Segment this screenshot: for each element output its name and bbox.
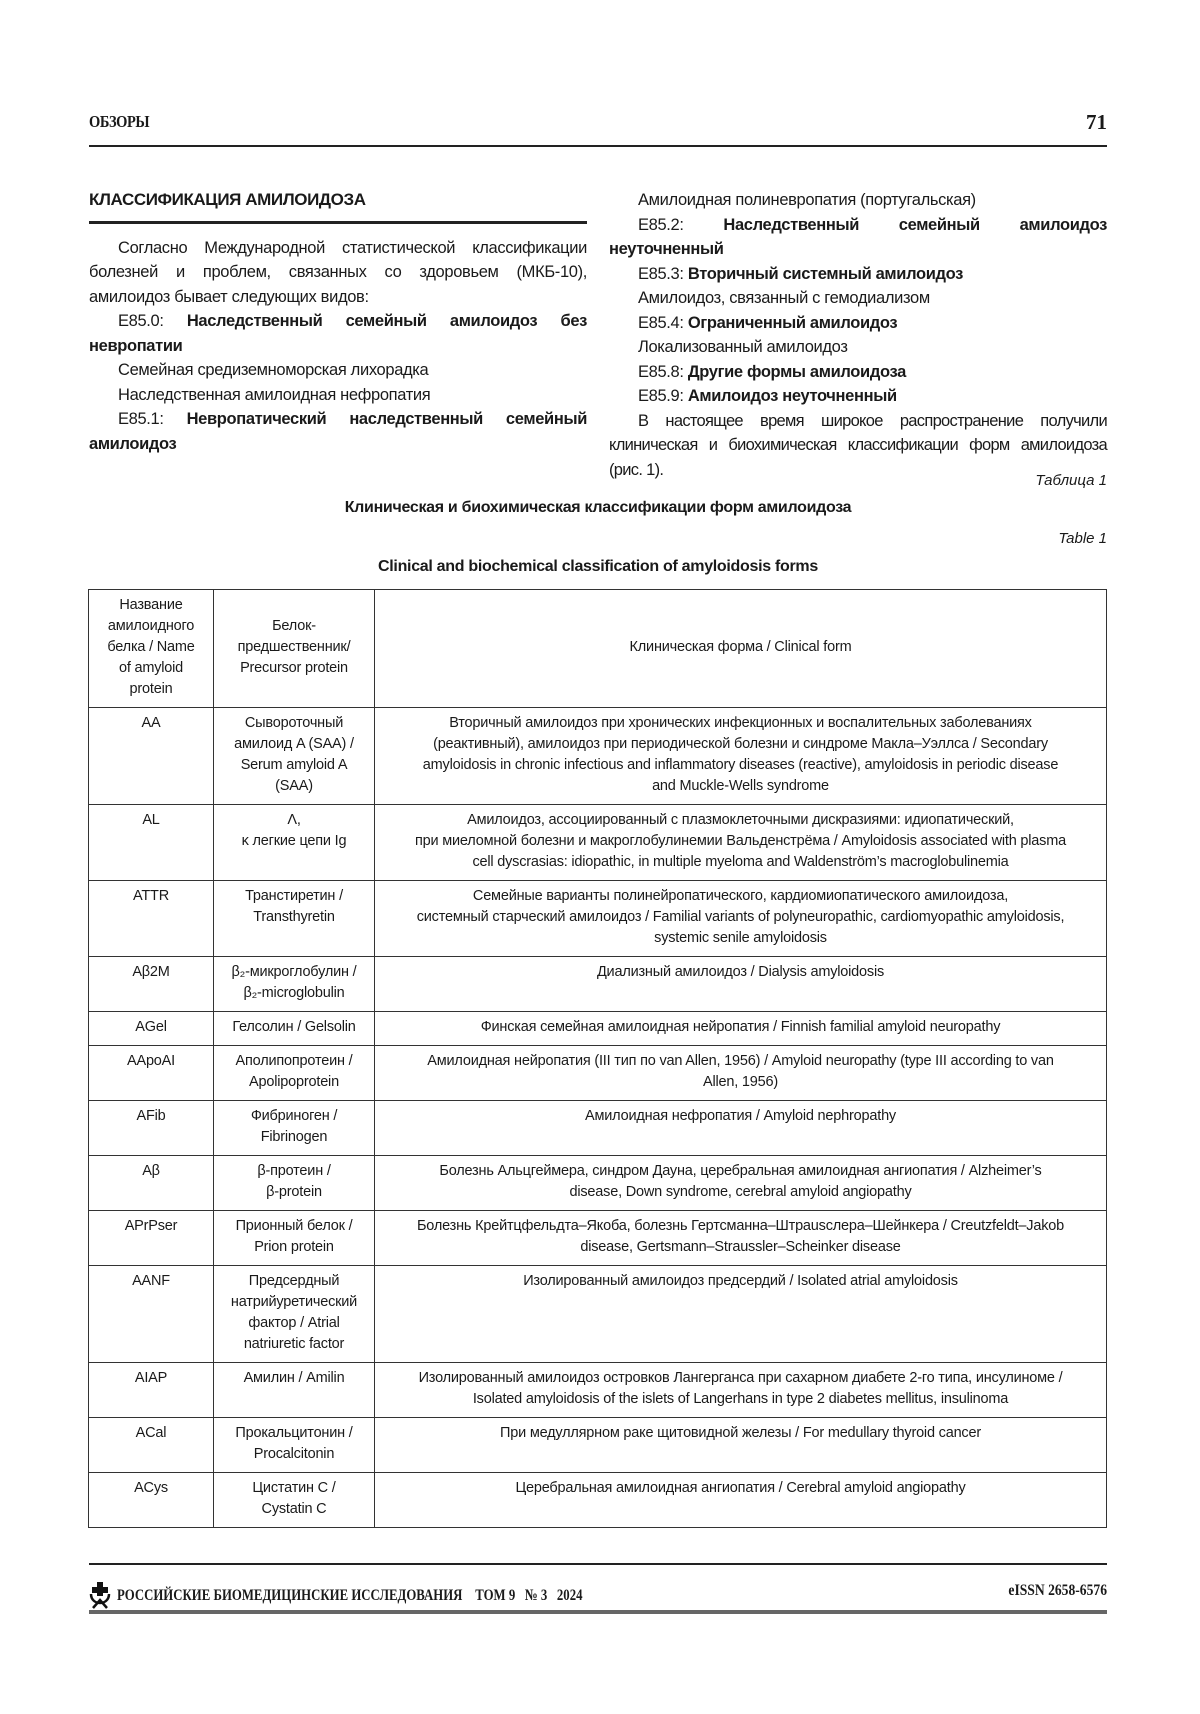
footer-top-rule xyxy=(89,1563,1107,1565)
protein-name-cell: Aβ2M xyxy=(89,957,214,1012)
section-title-rule xyxy=(89,221,587,224)
icd-code: E85.0: xyxy=(118,312,164,330)
precursor-cell: Фибриноген / Fibrinogen xyxy=(214,1101,375,1156)
header-precursor: Белок- предшественник/ Precursor protein xyxy=(214,590,375,708)
list-item: Локализованный амилоидоз xyxy=(609,335,1107,360)
list-item-e851 xyxy=(89,407,587,456)
year: 2024 xyxy=(557,1587,583,1604)
icd-name: Невропатический наследственный семейный амилоидоз xyxy=(89,410,587,453)
protein-name-cell: AFib xyxy=(89,1101,214,1156)
clinical-form-cell: При медуллярном раке щитовидной железы / For medullary thyroid cancer xyxy=(375,1418,1107,1473)
icd-code: E85.3: xyxy=(638,265,684,283)
protein-name-cell: Aβ xyxy=(89,1156,214,1211)
running-head-section: ОБЗОРЫ xyxy=(89,112,149,132)
table-row xyxy=(89,1156,1107,1211)
table-row xyxy=(89,708,1107,805)
table-row xyxy=(89,1101,1107,1156)
closing-paragraph: В настоящее время широкое распространение получили клиническая и биохимическая классификации форм амилоидоза (рис. 1). xyxy=(609,409,1107,483)
table-row xyxy=(89,1211,1107,1266)
list-item-e853 xyxy=(609,262,1107,287)
clinical-form-cell: Церебральная амилоидная ангиопатия / Cerebral amyloid angiopathy xyxy=(375,1473,1107,1528)
table-row xyxy=(89,1473,1107,1528)
protein-name-cell: ATTR xyxy=(89,881,214,957)
protein-name-cell: APrPser xyxy=(89,1211,214,1266)
header-protein-name: Название амилоидного белка / Name of amyloid protein xyxy=(89,590,214,708)
clinical-form-cell: Болезнь Крейтцфельдта–Якоба, болезнь Гертсманна–Штрausслера–Шейнкера / Creutzfeldt–Jakob disease, Gertsmann–Straussler–Scheinker disease xyxy=(375,1211,1107,1266)
intro-paragraph: Согласно Международной статистической классификации болезней и проблем, связанных со здоровьем (МКБ-10), амилоидоз бывает следующих видов: xyxy=(89,236,587,310)
list-item-e859 xyxy=(609,384,1107,409)
clinical-form-cell: Изолированный амилоидоз предсердий / Isolated atrial amyloidosis xyxy=(375,1266,1107,1363)
table-header-row xyxy=(89,590,1107,708)
icd-name: Амилоидоз неуточненный xyxy=(688,387,897,405)
right-column xyxy=(609,188,1107,482)
table-row xyxy=(89,805,1107,881)
table-label-ru: Таблица 1 xyxy=(1035,472,1107,489)
protein-name-cell: AApoAI xyxy=(89,1046,214,1101)
issue: № 3 xyxy=(525,1587,547,1604)
icd-name: Ограниченный амилоидоз xyxy=(688,314,897,332)
icd-code: E85.1: xyxy=(118,410,164,428)
list-item-e850 xyxy=(89,309,587,358)
volume: ТОМ 9 xyxy=(475,1587,515,1604)
icd-name: Другие формы амилоидоза xyxy=(688,363,906,381)
table-title-en: Clinical and biochemical classification of amyloidosis forms xyxy=(89,558,1107,576)
table-title-ru: Клиническая и биохимическая классификации форм амилоидоза xyxy=(89,499,1107,517)
left-column xyxy=(89,188,587,456)
clinical-form-cell: Изолированный амилоидоз островков Лангерганса при сахарном диабете 2-го типа, инсулиноме / Isolated amyloidosis of the islets of Langerhans in type 2 diabetes mellitus, insulinoma xyxy=(375,1363,1107,1418)
icd-name: Вторичный системный амилоидоз xyxy=(688,265,963,283)
precursor-cell: Λ, κ легкие цепи Ig xyxy=(214,805,375,881)
precursor-cell: β-протеин / β-protein xyxy=(214,1156,375,1211)
classification-table xyxy=(88,589,1107,1528)
clinical-form-cell: Болезнь Альцгеймера, синдром Дауна, церебральная амилоидная ангиопатия / Alzheimer’s disease, Down syndrome, cerebral amyloid angiopathy xyxy=(375,1156,1107,1211)
protein-name-cell: AA xyxy=(89,708,214,805)
protein-name-cell: AGel xyxy=(89,1012,214,1046)
list-item: Семейная средиземноморская лихорадка xyxy=(89,358,587,383)
table-row xyxy=(89,1046,1107,1101)
table-row xyxy=(89,1266,1107,1363)
precursor-cell: Прокальцитонин / Procalcitonin xyxy=(214,1418,375,1473)
eissn: eISSN 2658-6576 xyxy=(1008,1582,1107,1600)
icd-code: E85.2: xyxy=(638,216,684,234)
list-item: Наследственная амилоидная нефропатия xyxy=(89,383,587,408)
journal-name: РОССИЙСКИЕ БИОМЕДИЦИНСКИЕ ИССЛЕДОВАНИЯ ТОМ 9 № 3 2024 xyxy=(117,1587,582,1605)
icd-code: E85.4: xyxy=(638,314,684,332)
table-row xyxy=(89,957,1107,1012)
icd-name: Наследственный семейный амилоидоз без невропатии xyxy=(89,312,587,355)
clinical-form-cell: Вторичный амилоидоз при хронических инфекционных и воспалительных заболеваниях (реактивный), амилоидоз при периодической болезни и синдроме Макла–Уэллса / Secondary amyloidosis in chronic infectious and inflammatory diseases (reactive), amyloidosis in periodic disease and Muckle-Wells syndrome xyxy=(375,708,1107,805)
protein-name-cell: ACys xyxy=(89,1473,214,1528)
footer-journal xyxy=(89,1582,699,1610)
protein-name-cell: AL xyxy=(89,805,214,881)
protein-name-cell: AANF xyxy=(89,1266,214,1363)
list-item-e858 xyxy=(609,360,1107,385)
journal-logo-icon xyxy=(89,1582,111,1610)
clinical-form-cell: Финская семейная амилоидная нейропатия / Finnish familial amyloid neuropathy xyxy=(375,1012,1107,1046)
page-number: 71 xyxy=(1086,110,1107,135)
table-row xyxy=(89,1363,1107,1418)
protein-name-cell: AIAP xyxy=(89,1363,214,1418)
clinical-form-cell: Амилоидная нефропатия / Amyloid nephropathy xyxy=(375,1101,1107,1156)
section-title: КЛАССИФИКАЦИЯ АМИЛОИДОЗА xyxy=(89,188,587,213)
precursor-cell: Транстиретин / Transthyretin xyxy=(214,881,375,957)
list-item: Амилоидоз, связанный с гемодиализом xyxy=(609,286,1107,311)
clinical-form-cell: Амилоидоз, ассоциированный с плазмоклеточными дискразиями: идиопатический, при миеломной болезни и макроглобулинемии Вальденстрёма / Amyloidosis associated with plasma cell dyscrasias: idiopathic, in multiple myeloma and Waldenström’s macroglobulinemia xyxy=(375,805,1107,881)
icd-code: E85.8: xyxy=(638,363,684,381)
protein-name-cell: ACal xyxy=(89,1418,214,1473)
footer-bottom-rule xyxy=(89,1610,1107,1614)
table-row xyxy=(89,1012,1107,1046)
precursor-cell: Гелсолин / Gelsolin xyxy=(214,1012,375,1046)
list-item-e854 xyxy=(609,311,1107,336)
list-item-e852 xyxy=(609,213,1107,262)
precursor-cell: Предсердный натрийуретический фактор / Atrial natriuretic factor xyxy=(214,1266,375,1363)
precursor-cell: Цистатин C / Cystatin C xyxy=(214,1473,375,1528)
icd-code: E85.9: xyxy=(638,387,684,405)
precursor-cell: Аполипопротеин / Apolipoprotein xyxy=(214,1046,375,1101)
precursor-cell: β₂-микроглобулин / β₂-microglobulin xyxy=(214,957,375,1012)
header-clinical-form: Клиническая форма / Clinical form xyxy=(375,590,1107,708)
icd-name: Наследственный семейный амилоидоз неуточненный xyxy=(609,216,1107,259)
clinical-form-cell: Амилоидная нейропатия (III тип по van Allen, 1956) / Amyloid neuropathy (type III according to van Allen, 1956) xyxy=(375,1046,1107,1101)
table-row xyxy=(89,881,1107,957)
precursor-cell: Амилин / Amilin xyxy=(214,1363,375,1418)
table-label-en: Table 1 xyxy=(1058,530,1107,547)
clinical-form-cell: Семейные варианты полинейропатического, кардиомиопатического амилоидоза, системный старческий амилоидоз / Familial variants of polyneuropathic, cardiomyopathic amyloidosis, systemic senile amyloidosis xyxy=(375,881,1107,957)
header-rule xyxy=(89,145,1107,147)
clinical-form-cell: Диализный амилоидоз / Dialysis amyloidosis xyxy=(375,957,1107,1012)
precursor-cell: Сывороточный амилоид A (SAA) / Serum amyloid A (SAA) xyxy=(214,708,375,805)
precursor-cell: Прионный белок / Prion protein xyxy=(214,1211,375,1266)
list-item: Амилоидная полиневропатия (португальская) xyxy=(609,188,1107,213)
table-row xyxy=(89,1418,1107,1473)
